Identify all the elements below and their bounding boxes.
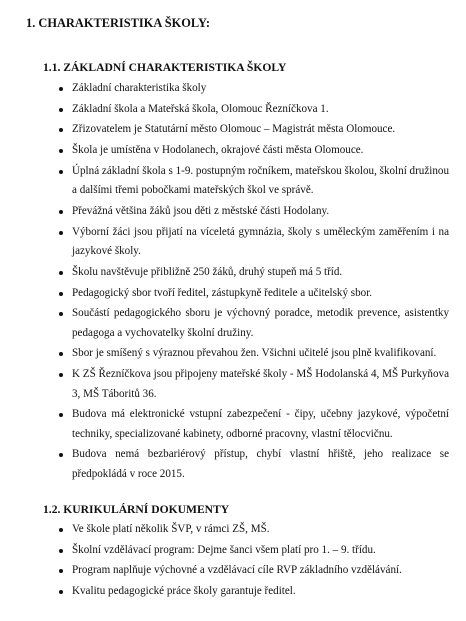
list-item-text: Základní škola a Mateřská škola, Olomouc Řezníčkova 1. — [72, 102, 329, 115]
bullet-icon — [59, 413, 63, 417]
list-item — [0, 141, 449, 161]
list-item-text: Převážná většina žáků jsou děti z městské části Hodolany. — [72, 204, 330, 217]
bullet-icon — [59, 528, 63, 532]
bullet-icon — [59, 453, 63, 457]
basic-characteristics-list — [0, 79, 449, 486]
list-item-text: Součástí pedagogického sboru je výchovný poradce, metodik prevence, asistentky pedagoga a vychovatelky školní družiny. — [72, 307, 449, 339]
list-item — [0, 120, 449, 140]
list-item-text: Zřizovatelem je Statutární město Olomouc – Magistrát města Olomouce. — [72, 123, 396, 136]
bullet-icon — [59, 149, 63, 153]
bullet-icon — [59, 271, 63, 275]
bullet-icon — [59, 549, 63, 553]
list-item-text: Škola je umístěna v Hodolanech, okrajové části města Olomouce. — [72, 144, 364, 157]
bullet-icon — [59, 292, 63, 296]
list-item — [0, 561, 449, 581]
list-item — [0, 582, 449, 602]
list-item-text: K ZŠ Řezníčkova jsou připojeny mateřské školy - MŠ Hodolanská 4, MŠ Purkyňova 3, MŠ Táboritů 36. — [72, 368, 449, 400]
list-item — [0, 223, 449, 262]
chapter-heading: 1. CHARAKTERISTIKA ŠKOLY: — [26, 16, 210, 30]
bullet-icon — [59, 128, 63, 132]
list-item-text: Školní vzdělávací program: Dejme šanci všem platí pro 1. – 9. třídu. — [72, 543, 376, 556]
bullet-icon — [59, 352, 63, 356]
list-item-text: Úplná základní škola s 1-9. postupným ročníkem, mateřskou školou, školní družinou a dalšími třemi pobočkami mateřských škol ve správě. — [72, 164, 449, 197]
list-item — [0, 445, 449, 484]
list-item — [0, 304, 449, 343]
list-item-text: Základní charakteristika školy — [72, 82, 207, 94]
bullet-icon — [59, 373, 63, 377]
list-item-text: Školu navštěvuje přibližně 250 žáků, druhý stupeň má 5 tříd. — [72, 265, 343, 278]
list-item — [0, 520, 449, 540]
list-item — [0, 263, 449, 283]
list-item-text: Kvalitu pedagogické práce školy garantuje ředitel. — [72, 585, 296, 598]
curricular-documents-list — [0, 520, 449, 603]
list-item — [0, 365, 449, 404]
list-item — [0, 202, 449, 222]
list-item — [0, 284, 449, 304]
bullet-icon — [59, 590, 63, 594]
bullet-icon — [59, 312, 63, 316]
section-heading-basic-characteristics: 1.1. ZÁKLADNÍ CHARAKTERISTIKA ŠKOLY — [43, 61, 287, 74]
list-item — [0, 541, 449, 561]
list-item — [0, 405, 449, 444]
bullet-icon — [59, 569, 63, 573]
bullet-icon — [59, 210, 63, 214]
list-item-text: Ve škole platí několik ŠVP, v rámci ZŠ, MŠ. — [72, 523, 270, 535]
list-item-text: Budova nemá bezbariérový přístup, chybí vlastní hřiště, jeho realizace se předpokládá v roce 2015. — [72, 448, 449, 480]
list-item-text: Budova má elektronické vstupní zabezpečení - čipy, učebny jazykové, výpočetní techniky, specializované kabinety, odborné pracovny, vlastní tělocvičnu. — [72, 408, 449, 440]
bullet-icon — [59, 231, 63, 235]
list-item-text: Program naplňuje výchovné a vzdělávací cíle RVP základního vzdělávání. — [72, 564, 402, 577]
list-item-text: Sbor je smíšený s výraznou převahou žen. Všichni učitelé jsou plně kvalifikovaní. — [72, 347, 437, 360]
section-heading-curricular-documents: 1.2. KURIKULÁRNÍ DOKUMENTY — [43, 503, 230, 516]
bullet-icon — [59, 87, 63, 91]
list-item — [0, 79, 449, 99]
bullet-icon — [59, 108, 63, 112]
list-item-text: Výborní žáci jsou přijatí na víceletá gymnázia, školy s uměleckým zaměřením i na jazykové školy. — [72, 225, 449, 258]
list-item — [0, 100, 449, 120]
list-item-text: Pedagogický sbor tvoří ředitel, zástupkyně ředitele a učitelský sbor. — [72, 286, 373, 299]
bullet-icon — [59, 170, 63, 174]
list-item — [0, 344, 449, 364]
list-item — [0, 162, 449, 201]
